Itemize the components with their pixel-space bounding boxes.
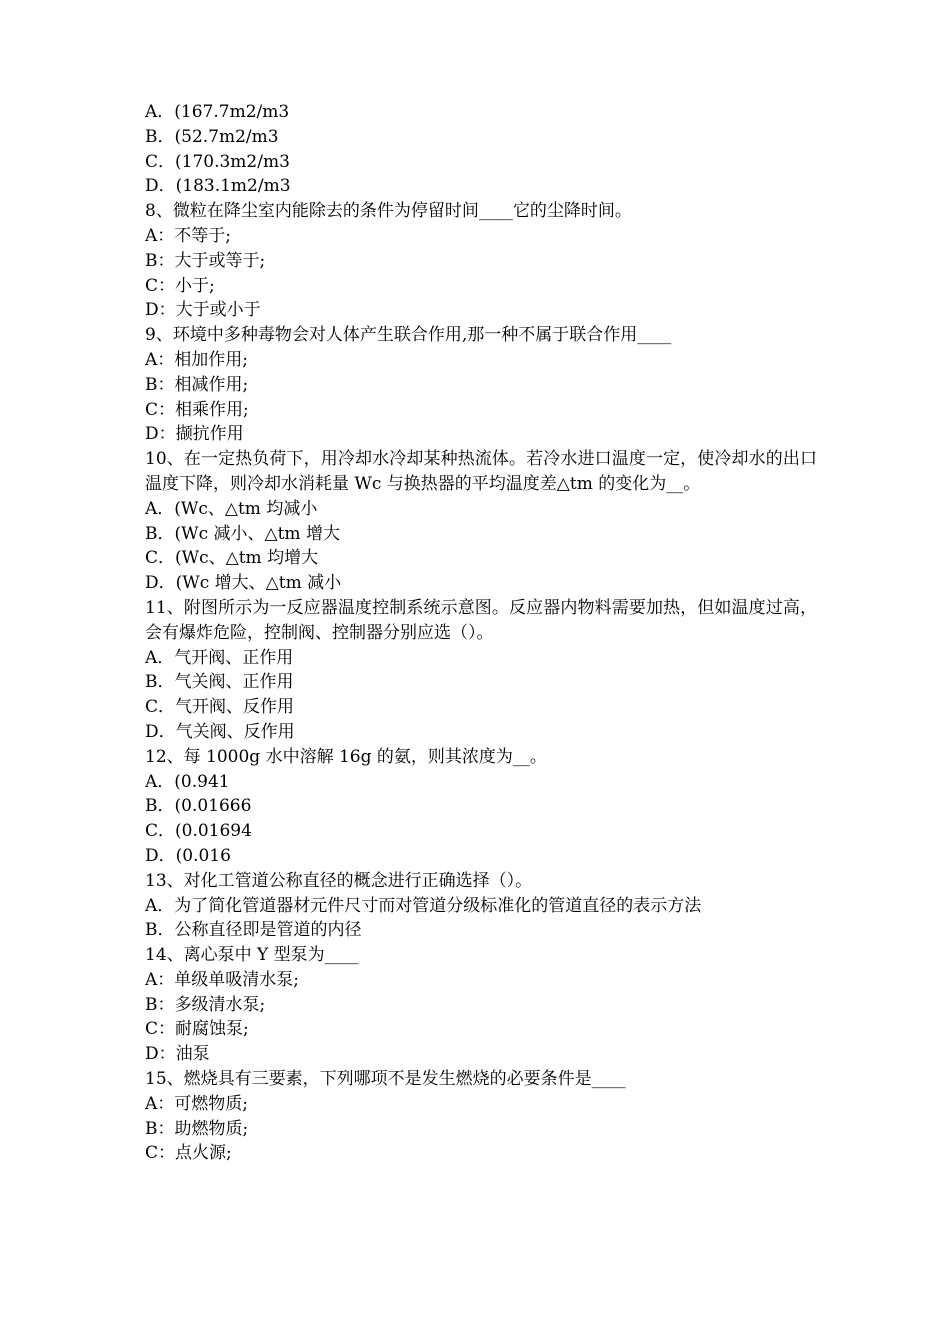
- question-text: 11、附图所示为一反应器温度控制系统示意图。反应器内物料需要加热，但如温度过高，会有爆炸危险，控制阀、控制器分别应选（）。: [145, 597, 817, 643]
- answer-option: A：不等于;: [145, 225, 232, 246]
- question-text: 10、在一定热负荷下，用冷却水冷却某种热流体。若冷水进口温度一定，使冷却水的出口温度下降，则冷却水消耗量 Wc 与换热器的平均温度差△tm 的变化为__。: [145, 449, 817, 494]
- answer-option: B．(0.01666: [145, 796, 252, 817]
- answer-option: D．(183.1m2/m3: [145, 176, 291, 197]
- answer-option: B：相减作用;: [145, 374, 249, 395]
- question-text: 9、环境中多种毒物会对人体产生联合作用,那一种不属于联合作用____: [145, 325, 672, 346]
- answer-option: B．(Wc 减小、△tm 增大: [145, 523, 340, 544]
- answer-option: B．公称直径即是管道的内径: [145, 920, 362, 941]
- answer-option: B：助燃物质;: [145, 1118, 249, 1139]
- answer-option: C：小于;: [145, 275, 215, 296]
- question-text: 12、每 1000g 水中溶解 16g 的氨，则其浓度为__。: [145, 746, 547, 767]
- answer-option: C．(0.01694: [145, 821, 252, 842]
- answer-option: D：撷抗作用: [145, 424, 244, 445]
- answer-option: C．(Wc、△tm 均增大: [145, 548, 319, 569]
- answer-option: C．气开阀、反作用: [145, 697, 295, 718]
- answer-option: C：点火源;: [145, 1143, 232, 1164]
- answer-option: B：多级清水泵;: [145, 994, 266, 1015]
- answer-option: A：单级单吸清水泵;: [145, 969, 300, 990]
- answer-option: D．(0.016: [145, 845, 231, 866]
- answer-option: A：可燃物质;: [145, 1093, 249, 1114]
- answer-option: D：油泵: [145, 1044, 210, 1065]
- answer-option: A．(167.7m2/m3: [145, 102, 290, 122]
- answer-option: A：相加作用;: [145, 349, 249, 370]
- answer-option: A．为了简化管道器材元件尺寸而对管道分级标准化的管道直径的表示方法: [145, 895, 702, 916]
- answer-option: A．气开阀、正作用: [145, 647, 294, 668]
- answer-option: A．(Wc、△tm 均减小: [145, 498, 318, 519]
- answer-option: D．气关阀、反作用: [145, 721, 295, 742]
- answer-option: C．(170.3m2/m3: [145, 151, 290, 172]
- document-body: [145, 100, 817, 1166]
- answer-option: C：耐腐蚀泵;: [145, 1019, 249, 1040]
- answer-option: C：相乘作用;: [145, 399, 249, 420]
- answer-option: D：大于或小于: [145, 300, 261, 321]
- answer-option: B．(52.7m2/m3: [145, 126, 279, 147]
- question-text: 15、燃烧具有三要素，下列哪项不是发生燃烧的必要条件是____: [145, 1069, 626, 1090]
- answer-option: A．(0.941: [145, 771, 230, 792]
- question-text: 8、微粒在降尘室内能除去的条件为停留时间____它的尘降时间。: [145, 201, 632, 222]
- answer-option: D．(Wc 增大、△tm 减小: [145, 573, 342, 594]
- answer-option: B：大于或等于;: [145, 250, 266, 271]
- question-text: 13、对化工管道公称直径的概念进行正确选择（）。: [145, 870, 533, 891]
- answer-option: B．气关阀、正作用: [145, 672, 294, 693]
- question-text: 14、离心泵中 Y 型泵为____: [145, 945, 359, 966]
